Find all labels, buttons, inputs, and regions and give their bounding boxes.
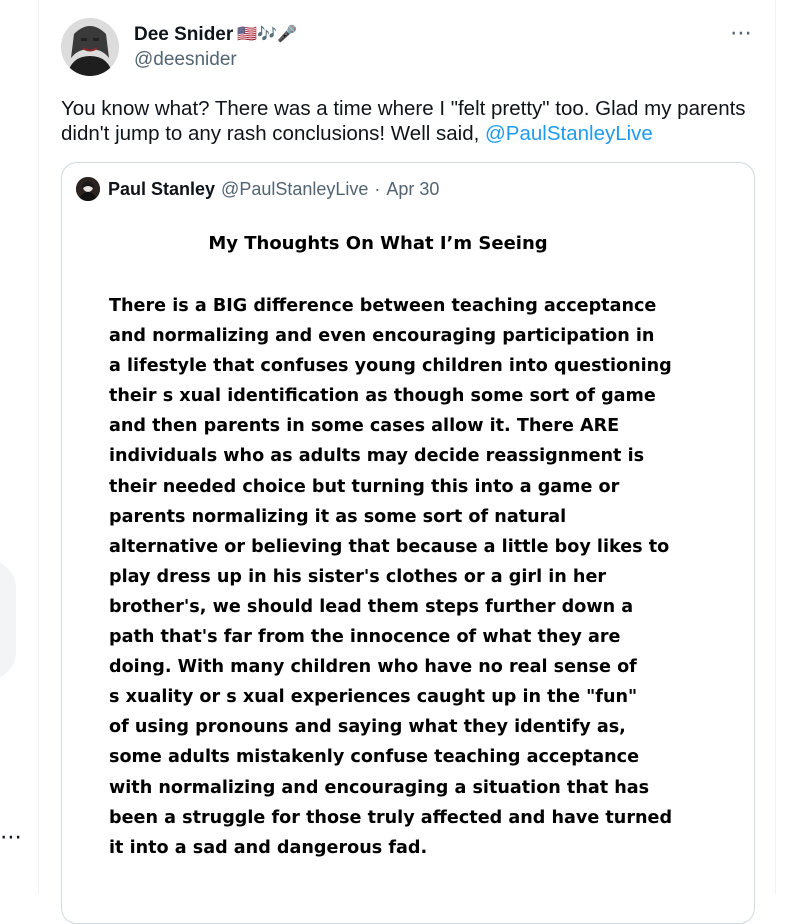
author-name-text: Dee Snider	[134, 24, 234, 45]
tweet-text-body: You know what? There was a time where I "felt pretty" too. Glad my parents didn't jump to any rash conclusions! Well said,	[61, 97, 746, 145]
image-line: play dress up in his sister's clothes or a girl in her	[109, 566, 607, 587]
image-line: alternative or believing that because a little boy likes to	[109, 536, 670, 557]
tweet-text	[61, 96, 761, 146]
avatar[interactable]	[61, 18, 119, 76]
image-body	[109, 291, 719, 863]
image-line: doing. With many children who have no real sense of	[109, 657, 637, 678]
image-line: path that's far from the innocence of what they are	[109, 627, 621, 648]
image-line: brother's, we should lead them steps further down a	[109, 596, 634, 617]
image-line: some adults mistakenly confuse teaching acceptance	[109, 747, 640, 768]
image-line: and normalizing and even encouraging participation in	[109, 326, 655, 347]
left-more-icon[interactable]: ⋯	[0, 824, 23, 849]
tweet	[38, 0, 776, 894]
avatar-image	[61, 18, 119, 76]
author-handle[interactable]: @deesnider	[134, 49, 237, 70]
image-line: There is a BIG difference between teaching acceptance	[109, 296, 657, 316]
image-line: their needed choice but turning this into a game or	[109, 476, 620, 497]
quoted-author-name[interactable]: Paul Stanley	[108, 178, 216, 199]
quoted-avatar-image	[76, 177, 100, 201]
image-line: s xuality or s xual experiences caught up in the "fun"	[109, 687, 638, 708]
image-line: individuals who as adults may decide reassignment is	[109, 446, 645, 467]
mention-link[interactable]: @PaulStanleyLive	[485, 122, 653, 145]
image-title: My Thoughts On What I’m Seeing	[208, 233, 548, 254]
left-scroll-element	[0, 560, 16, 680]
author-name[interactable]	[134, 24, 297, 46]
flag-music-mic-icon: 🇺🇸🎶🎤	[237, 26, 298, 43]
more-options-icon[interactable]: ⋯	[730, 20, 753, 45]
quoted-separator: ·	[374, 178, 381, 199]
image-line: it into a sad and dangerous fad.	[109, 837, 428, 858]
image-line: their s xual identification as though some sort of game	[109, 386, 656, 407]
image-line: and then parents in some cases allow it. There ARE	[109, 416, 620, 437]
quoted-tweet[interactable]	[61, 162, 755, 924]
quoted-avatar[interactable]	[76, 177, 100, 201]
quoted-image[interactable]	[62, 215, 754, 923]
image-line: been a struggle for those truly affected and have turned	[109, 807, 673, 828]
quoted-author-handle[interactable]: @PaulStanleyLive	[221, 178, 369, 199]
quoted-tweet-header	[76, 177, 439, 201]
quoted-date[interactable]: Apr 30	[386, 178, 440, 199]
image-line: a lifestyle that confuses young children into questioning	[109, 356, 672, 377]
image-line: of using pronouns and saying what they identify as,	[109, 717, 626, 738]
image-line: parents normalizing it as some sort of natural	[109, 506, 567, 527]
image-line: with normalizing and encouraging a situation that has	[109, 777, 650, 798]
left-column	[0, 0, 36, 894]
